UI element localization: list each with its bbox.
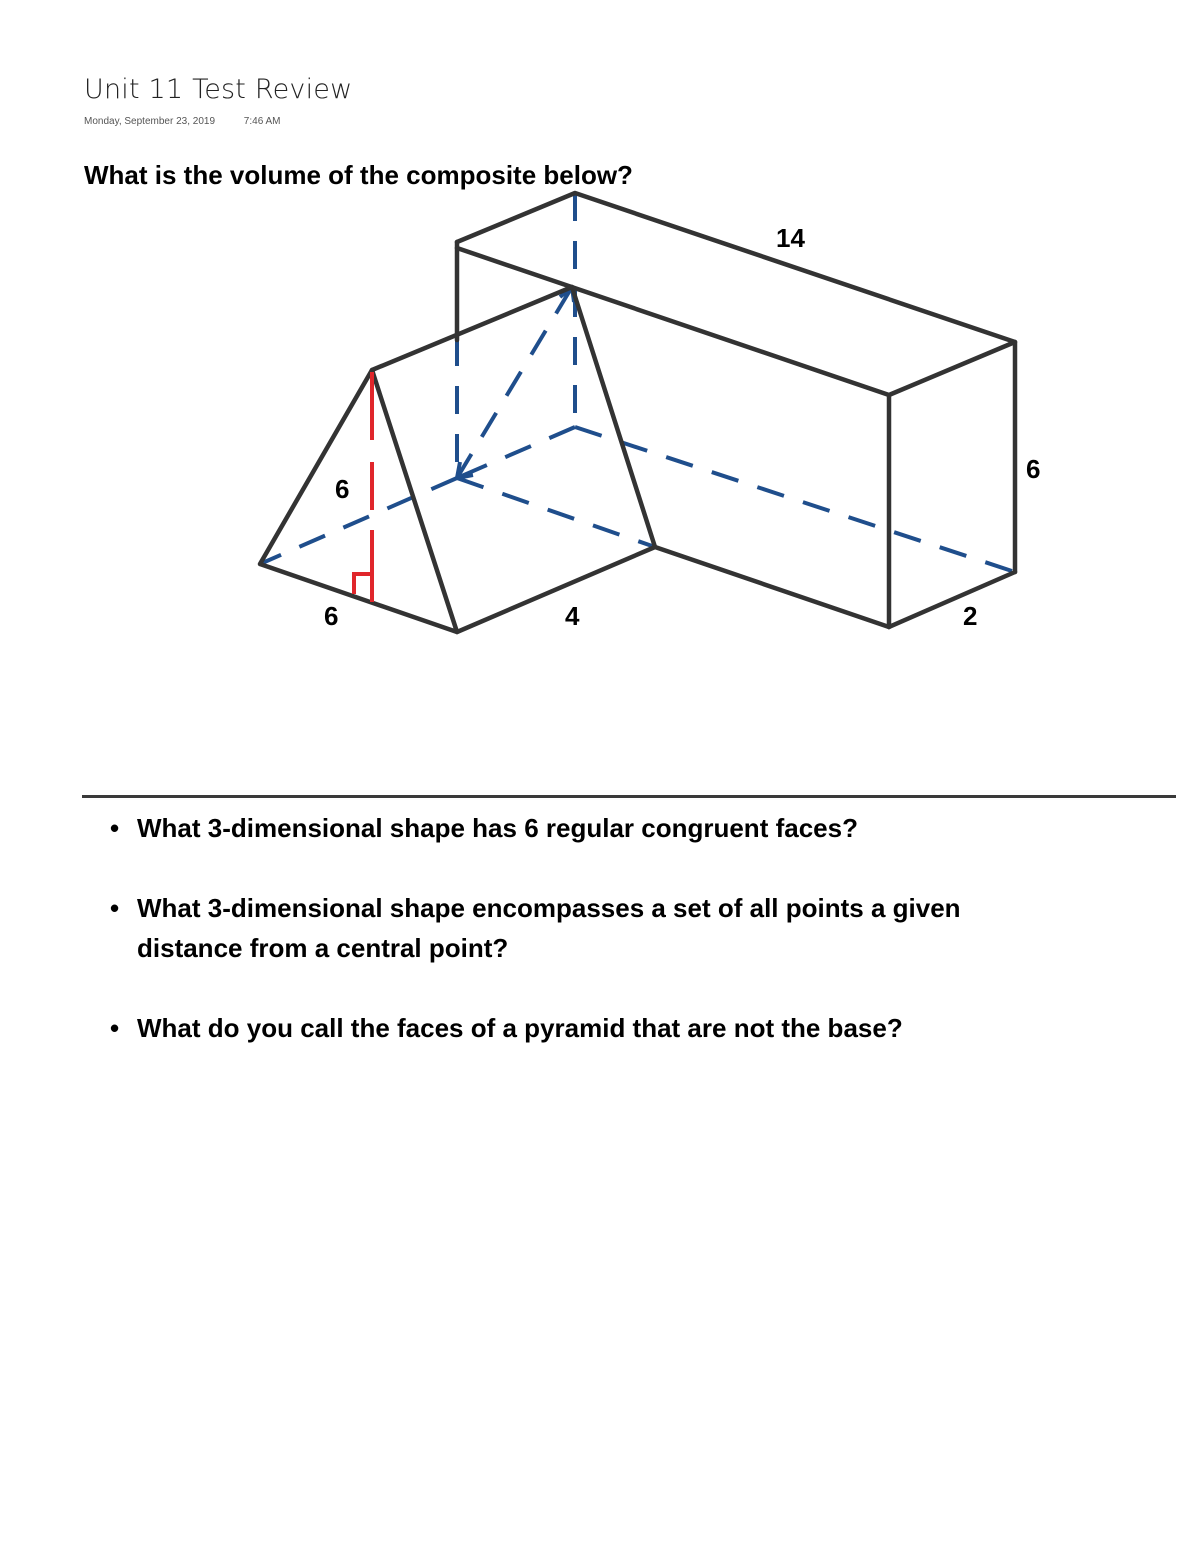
label-prism-width: 2 <box>963 601 978 631</box>
hidden-edge <box>457 287 572 478</box>
label-triangular-prism-depth: 4 <box>565 601 580 631</box>
triangle-bottom-edge <box>457 547 655 632</box>
triangle-height-line <box>354 372 372 602</box>
prism-top-face <box>457 193 1015 395</box>
triangle-back-slope <box>572 287 655 547</box>
list-item: • What 3-dimensional shape encompasses a set of all points a given distance from a central point? <box>110 888 1070 968</box>
hidden-edge <box>457 427 575 478</box>
hidden-edge <box>457 478 655 547</box>
volume-question: What is the volume of the composite below? <box>84 160 633 190</box>
review-questions <box>110 808 1070 1088</box>
prism-bottom-edge <box>889 572 1015 627</box>
label-prism-height: 6 <box>1026 454 1041 484</box>
right-angle-marker <box>354 574 372 594</box>
label-triangle-height: 6 <box>335 474 350 504</box>
page-time: 7:46 AM <box>243 116 281 127</box>
hidden-edge <box>260 478 457 564</box>
triangle-ridge <box>372 287 572 370</box>
page-date: Monday, September 23, 2019 <box>84 116 216 127</box>
list-item: • What do you call the faces of a pyramid that are not the base? <box>110 1008 1070 1048</box>
list-item: • What 3-dimensional shape has 6 regular congruent faces? <box>110 808 1070 848</box>
prism-bottom-long-edge <box>655 547 889 627</box>
page-title: Unit 11 Test Review <box>84 74 353 105</box>
label-prism-length: 14 <box>776 223 805 253</box>
composite-figure <box>0 0 1200 700</box>
triangle-front-face <box>260 370 457 632</box>
section-divider <box>82 795 1176 798</box>
label-triangle-base: 6 <box>324 601 339 631</box>
